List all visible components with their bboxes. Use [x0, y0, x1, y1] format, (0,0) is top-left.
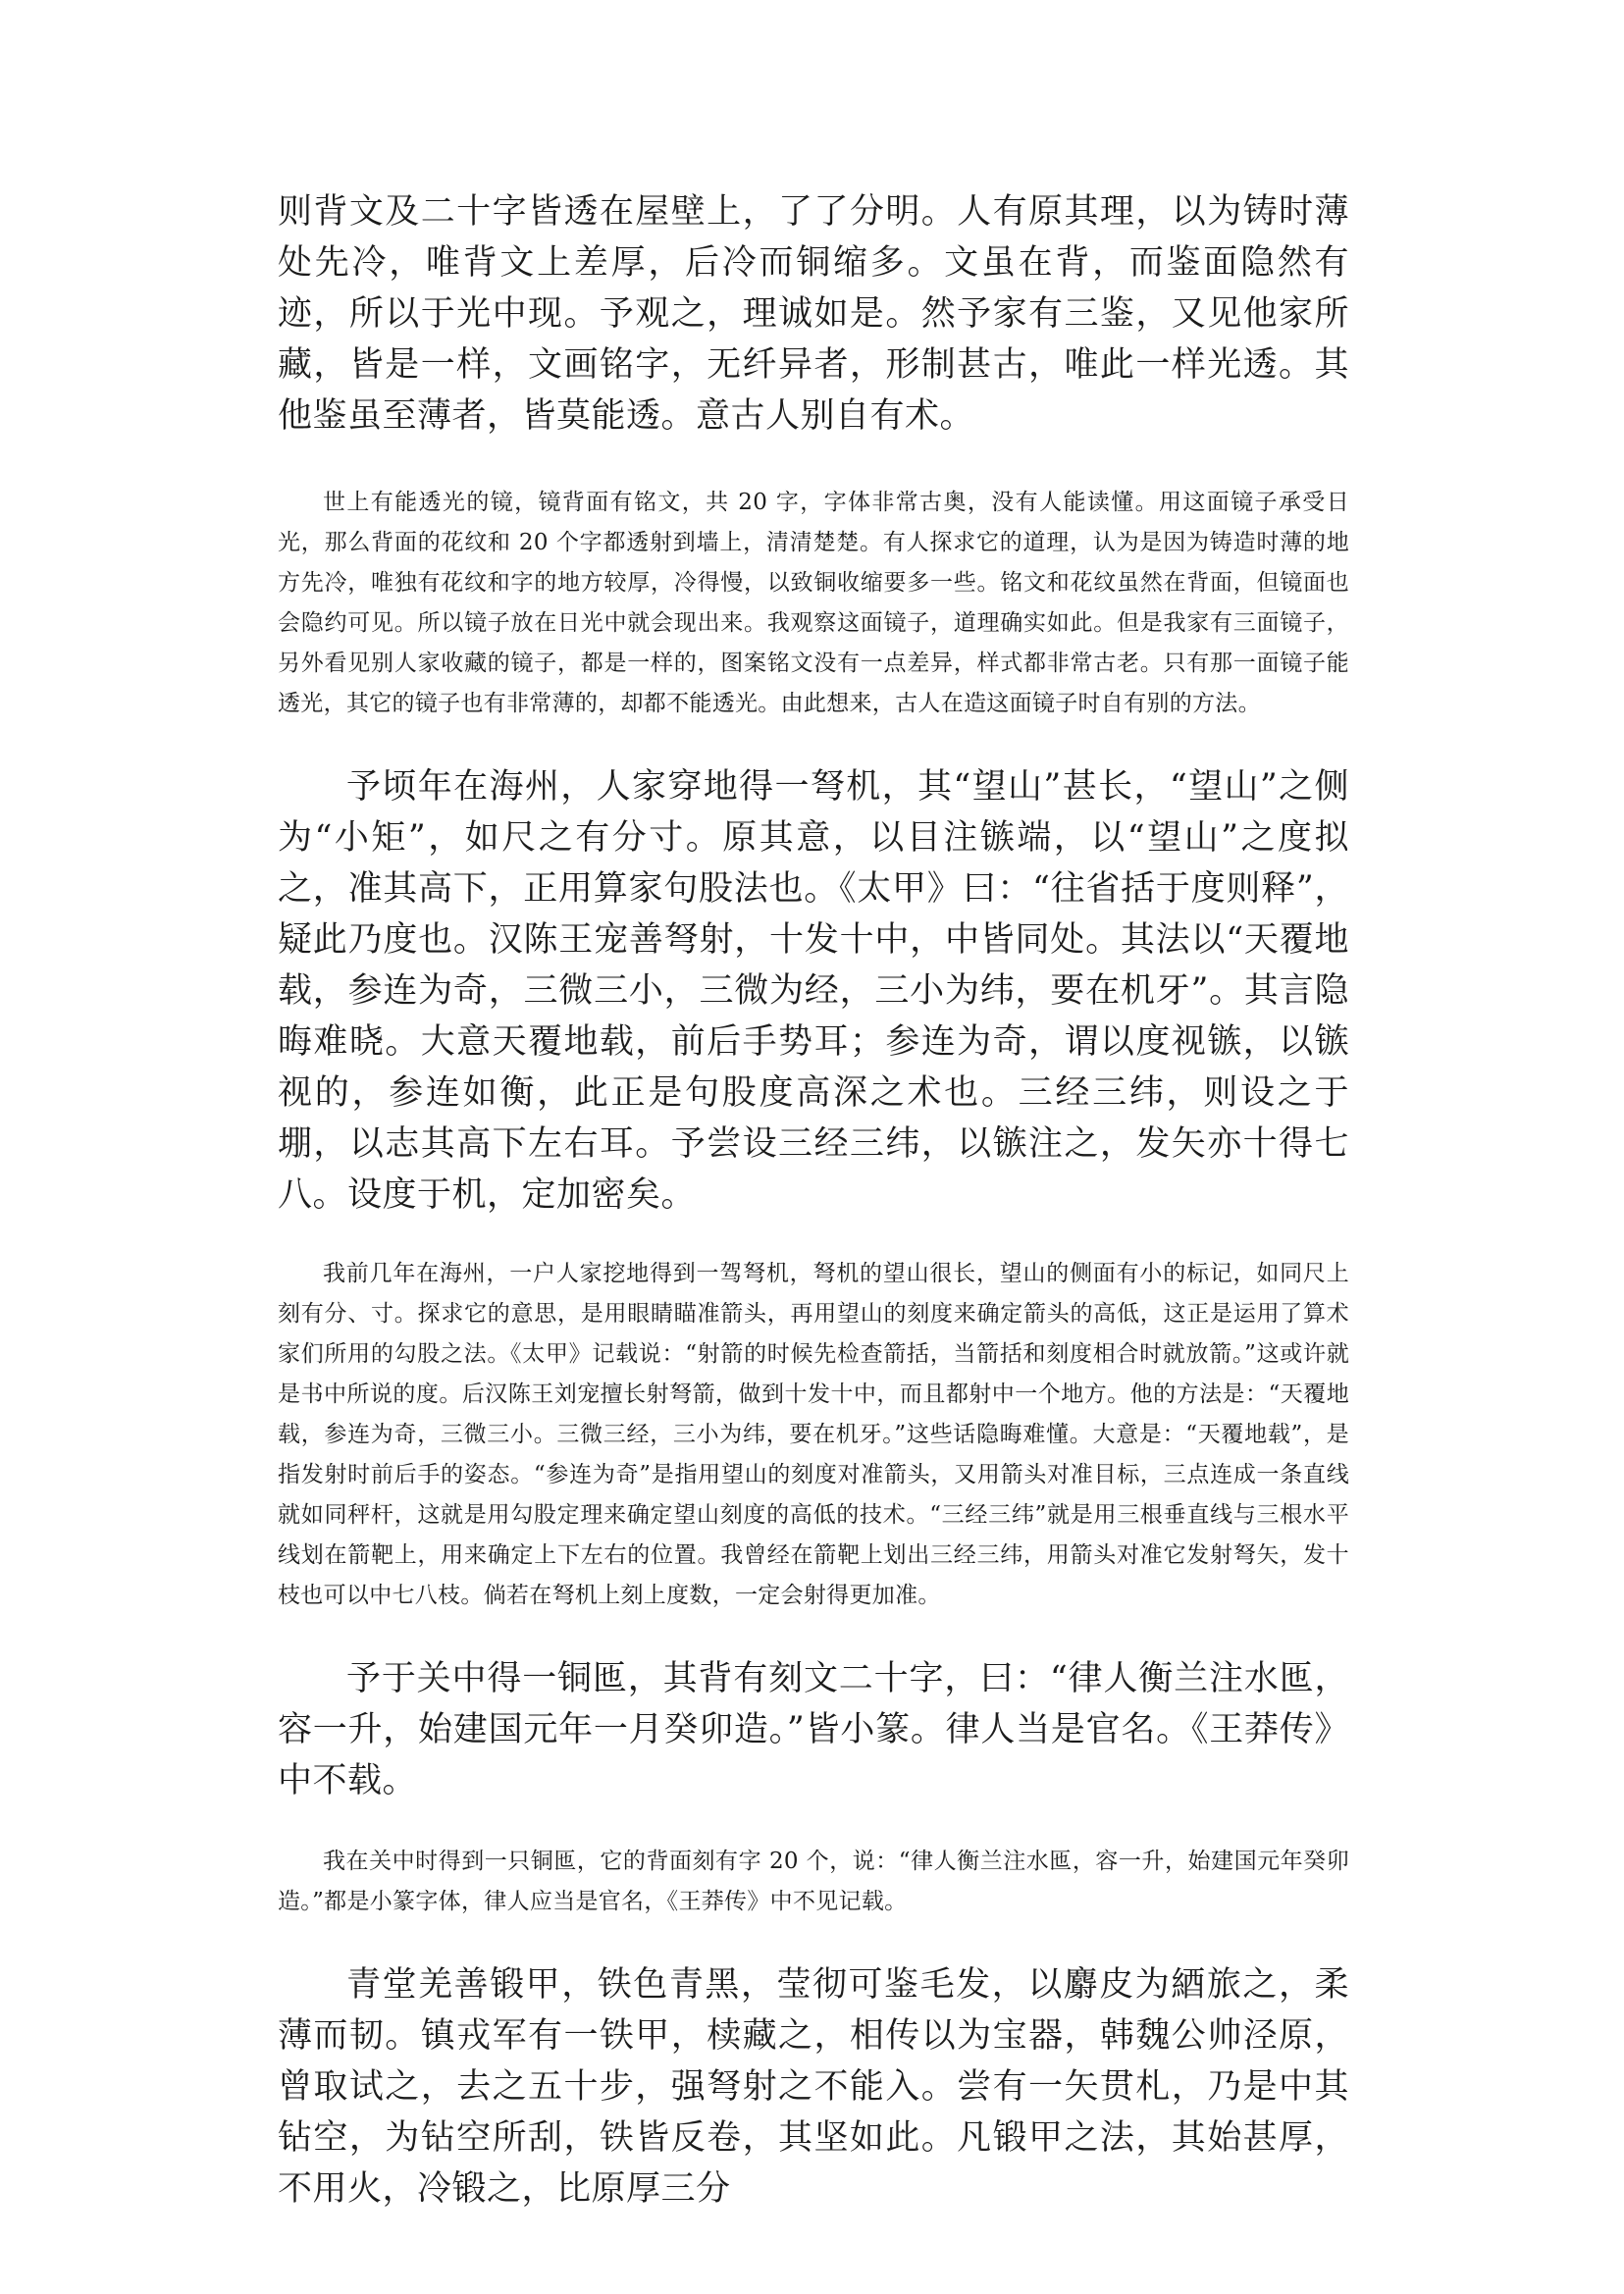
translation-paragraph-mirror: 世上有能透光的镜，镜背面有铭文，共 20 字，字体非常古奥，没有人能读懂。用这面镜子承受日光，那么背面的花纹和 20 个字都透射到墙上，清清楚楚。有人探求它的道理，认为是因为铸造时薄的地方先冷，唯独有花纹和字的地方较厚，冷得慢，以致铜收缩要多一些。铭文和花纹虽然在背面，但镜面也会隐约可见。所以镜子放在日光中就会现出来。我观察这面镜子，道理确实如此。但是我家有三面镜子，另外看见别人家收藏的镜子，都是一样的，图案铭文没有一点差异，样式都非常古老。只有那一面镜子能透光，其它的镜子也有非常薄的，却都不能透光。由此想来，古人在造这面镜子时自有别的方法。: [278, 490, 1349, 716]
translation-paragraph-bronze-vessel: 我在关中时得到一只铜匜，它的背面刻有字 20 个，说：“律人衡兰注水匜，容一升，始建国元年癸卯造。”都是小篆字体，律人应当是官名，《王莽传》中不见记载。: [278, 1849, 1349, 1914]
classical-text-paragraph-crossbow: 予顷年在海州，人家穿地得一弩机，其“望山”甚长，“望山”之侧为“小矩”，如尺之有分寸。原其意，以目注镞端，以“望山”之度拟之，准其高下，正用算家句股法也。《太甲》曰：“往省括于度则释”，疑此乃度也。汉陈王宠善弩射，十发十中，中皆同处。其法以“天覆地载，参连为奇，三微三小，三微为经，三小为纬，要在机牙”。其言隐晦难晓。大意天覆地载，前后手势耳；参连为奇，谓以度视镞，以镞视的，参连如衡，此正是句股度高深之术也。三经三纬，则设之于堋，以志其高下左右耳。予尝设三经三纬，以镞注之，发矢亦十得七八。设度于机，定加密矣。: [278, 767, 1349, 1215]
classical-text-paragraph-mirror: 则背文及二十字皆透在屋壁上，了了分明。人有原其理，以为铸时薄处先冷，唯背文上差厚，后冷而铜缩多。文虽在背，而鉴面隐然有迹，所以于光中现。予观之，理诚如是。然予家有三鉴，又见他家所藏，皆是一样，文画铭字，无纤异者，形制甚古，唯此一样光透。其他鉴虽至薄者，皆莫能透。意古人别自有术。: [278, 192, 1349, 436]
document-body: [278, 186, 1349, 2215]
translation-paragraph-crossbow: 我前几年在海州，一户人家挖地得到一驾弩机，弩机的望山很长，望山的侧面有小的标记，如同尺上刻有分、寸。探求它的意思，是用眼睛瞄准箭头，再用望山的刻度来确定箭头的高低，这正是运用了算术家们所用的勾股之法。《太甲》记载说：“射箭的时候先检查箭括，当箭括和刻度相合时就放箭。”这或许就是书中所说的度。后汉陈王刘宠擅长射弩箭，做到十发十中，而且都射中一个地方。他的方法是：“天覆地载，参连为奇，三微三小。三微三经，三小为纬，要在机牙。”这些话隐晦难懂。大意是：“天覆地载”，是指发射时前后手的姿态。“参连为奇”是指用望山的刻度对准箭头，又用箭头对准目标，三点连成一条直线就如同秤杆，这就是用勾股定理来确定望山刻度的高低的技术。“三经三纬”就是用三根垂直线与三根水平线划在箭靶上，用来确定上下左右的位置。我曾经在箭靶上划出三经三纬，用箭头对准它发射弩矢，发十枝也可以中七八枝。倘若在弩机上刻上度数，一定会射得更加准。: [278, 1261, 1349, 1608]
classical-text-paragraph-bronze-vessel: 予于关中得一铜匜，其背有刻文二十字，曰：“律人衡兰注水匜，容一升，始建国元年一月癸卯造。”皆小篆。律人当是官名。《王莽传》中不载。: [278, 1659, 1349, 1800]
classical-text-paragraph-armor: 青堂羌善锻甲，铁色青黑，莹彻可鉴毛发，以麝皮为綇旅之，柔薄而韧。镇戎军有一铁甲，椟藏之，相传以为宝器，韩魏公帅泾原，曾取试之，去之五十步，强弩射之不能入。尝有一矢贯札，乃是中其钻空，为钻空所刮，铁皆反卷，其坚如此。凡锻甲之法，其始甚厚，不用火，冷锻之，比原厚三分: [278, 1965, 1349, 2209]
